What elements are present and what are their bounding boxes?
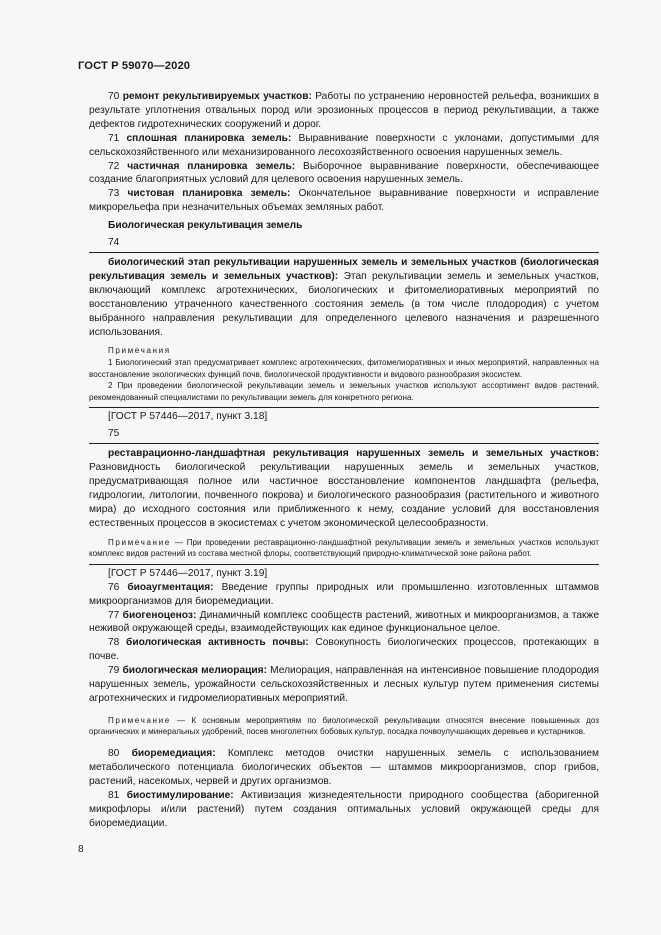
entry-number: 72: [108, 160, 120, 172]
note-text: — К основным мероприятиям по биологической рекультивации относятся внесение повышенных доз органических и минеральных удобрений, посев многолетних бобовых культур, посадка почвоулучшающих деревьев и кустарников.: [89, 715, 599, 737]
term-definition: Динамичный комплекс сообществ растений, животных и микроорганизмов, а также неживой окружающей среды, взаимодействующих как единое функциональное целое.: [89, 609, 599, 635]
page-number: 8: [78, 844, 84, 855]
section-title: Биологическая рекультивация земель: [108, 220, 303, 232]
term-name: биологическая активность почвы:: [126, 637, 309, 649]
term-entry-79: [89, 664, 599, 706]
term-name: биологический этап рекультивации нарушенных земель и земельных участков (биологическая рекультивация земель и земельных участков):: [89, 256, 599, 282]
term-name: реставрационно-ландшафтная рекультивация нарушенных земель и земельных участков:: [108, 448, 599, 460]
entry-number: 77: [108, 609, 120, 621]
note-label: Примечание: [108, 537, 171, 547]
term-name: биоремедиация:: [131, 748, 216, 760]
term-definition: Выравнивание поверхности с уклонами, допустимыми для сельскохозяйственного или механизированного лесохозяйственного освоения нарушенных земель.: [89, 132, 600, 158]
term-name: сплошная планировка земель:: [126, 132, 292, 144]
entry-number: 73: [108, 188, 120, 200]
term-definition: Окончательное выравнивание поверхности и исправление микрорельефа при незначительных объемах земляных работ.: [89, 188, 599, 214]
note-text: — При проведении реставрационно-ландшафтной рекультивации земель и земельных участков используют комплекс видов растений из состава местной флоры, соответствующий природно-климатической зоне района работ.: [89, 537, 599, 559]
note-1: 1 Биологический этап предусматривает комплекс агротехнических, фитомелиоративных и иных мероприятий, направленных на восстановление экологических функций почв, биологической продуктивности и видового разнообразия экосистем.: [89, 358, 599, 379]
term-definition: Разновидность биологической рекультивации нарушенных земель и земельных участков, предусматривающая полное или частичное восстановление компонентов ландшафта (рельефа, гидрологии, литологии, почвенного покрова) и биологического разнообразия (растительного и животного мира) до исходного состояния или приближенного к нему, создание условий для восстановления естественных процессов в экосистемах с учетом экономической целесообразности.: [89, 462, 599, 529]
note: [89, 715, 599, 738]
entry-number: 79: [108, 665, 120, 677]
term-entry-73: [89, 187, 599, 215]
term-definition: Комплекс методов очистки нарушенных земель с использованием метаболического потенциала биологических объектов — штаммов микроорганизмов, спор грибов, растений, насекомых, червей и других организмов.: [89, 748, 599, 787]
reference-74: [ГОСТ Р 57446—2017, пункт 3.18]: [108, 411, 268, 423]
term-entry-80: [89, 747, 599, 789]
term-entry-72: [89, 160, 599, 188]
term-entry-77: [89, 609, 599, 637]
term-name: биоаугментация:: [127, 581, 214, 593]
entry-number: 81: [108, 789, 120, 801]
entry-number: 76: [108, 581, 120, 593]
entry-number: 80: [108, 748, 120, 760]
term-entry-75: [89, 447, 599, 530]
term-definition: Введение группы природных или промышленно изготовленных штаммов микроорганизмов для биоремедиации.: [89, 581, 599, 607]
term-entry-71: [89, 132, 599, 160]
term-name: биологическая мелиорация:: [122, 665, 267, 677]
term-definition: Совокупность биологических процессов, протекающих в почве.: [89, 637, 599, 663]
term-box-75: [89, 443, 599, 565]
note: [89, 537, 599, 560]
term-box-74: [89, 252, 599, 408]
note-2: 2 При проведении биологической рекультивации земель и земельных участков используют ассортимент видов растений, рекомендованный специалистами по рекультивации земель для конкретного региона.: [89, 381, 599, 402]
term-name: частичная планировка земель:: [127, 160, 296, 172]
term-definition: Мелиорация, направленная на интенсивное повышение плодородия нарушенных земель, урожайности сельскохозяйственных и лесных культур путем применения системы агротехнических и гидромелиоративных мероприятий.: [89, 665, 599, 704]
term-entry-76: [89, 581, 599, 609]
reference-75: [ГОСТ Р 57446—2017, пункт 3.19]: [108, 567, 268, 579]
note-label: Примечание: [108, 715, 171, 725]
term-definition: Выборочное выравнивание поверхности, обеспечивающее создание благоприятных условий для целевого освоения нарушенных земель.: [89, 160, 599, 186]
term-name: биогеноценоз:: [122, 609, 197, 621]
term-definition: Работы по устранению неровностей рельефа, возникших в результате уплотнения отвальных пород или эрозионных процессов в период рекультивации, а также дефектов гидротехнических сооружений и дорог.: [89, 91, 599, 130]
term-name: ремонт рекультивируемых участков:: [122, 91, 312, 102]
entry-number: 70: [108, 91, 120, 102]
entry-number: 78: [108, 637, 120, 649]
term-entry-74: [89, 256, 599, 339]
term-entry-81: [89, 789, 599, 831]
entry-number-74: 74: [108, 237, 120, 249]
term-name: биостимулирование:: [126, 789, 234, 801]
notes-heading: Примечания: [108, 346, 171, 356]
term-entry-70: [89, 90, 599, 132]
entry-number-75: 75: [108, 428, 120, 440]
term-definition: Этап рекультивации земель и земельных участков, включающий комплекс агротехнических, биологических и фитомелиоративных мероприятий по восстановлению утраченного качественного состояния земель (в том числе плодородия) с учетом выбранного направления рекультивации для определенного целевого назначения и разрешенного использования.: [89, 270, 599, 338]
document-body: [89, 90, 599, 831]
document-header: ГОСТ Р 59070—2020: [78, 60, 191, 72]
term-definition: Активизация жизнедеятельности природного сообщества (аборигенной микрофлоры и/или растений) путем создания оптимальных условий окружающей среды для биоремедиации.: [89, 789, 599, 829]
term-name: чистовая планировка земель:: [127, 188, 291, 200]
term-entry-78: [89, 636, 599, 664]
entry-number: 71: [108, 132, 120, 144]
